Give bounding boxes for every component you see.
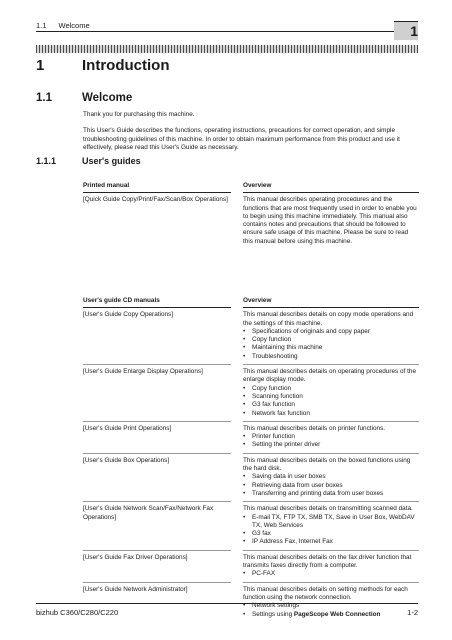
column-gap [231, 182, 243, 193]
manual-overview: This manual describes operating procedures and the functions that are most frequently used in order to enable you to begin using this machine immediately. This manual also contains notes and precautions that should be followed to ensure safe usage of this machine. Please be sure to read this manual before using this machine. [243, 196, 417, 245]
bullet-list [243, 433, 419, 450]
manual-overview [243, 308, 419, 365]
list-item: • Troubleshooting [243, 353, 419, 361]
overview-text: This manual describes details on setting methods for each function using the network connection. [243, 585, 408, 601]
chapter-title [36, 57, 169, 74]
column-gap [231, 550, 243, 582]
list-item: • Scanning function [243, 393, 419, 401]
overview-text: This manual describes details on operating procedures of the enlarge display mode. [243, 368, 417, 384]
overview-text: This manual describes details on the boxed functions using the hard disk. [243, 456, 411, 473]
list-item: • G3 fax [243, 530, 419, 538]
bullet-list [243, 602, 419, 619]
list-item: • E-mail TX, FTP TX, SMB TX, Save in User Box, WebDAV TX, Web Services [243, 514, 419, 531]
chapter-number: 1 [36, 57, 45, 74]
list-item: • IP Address Fax, Internet Fax [243, 538, 419, 546]
overview-text: This manual describes details on transmitting scanned data. [243, 505, 413, 513]
manual-title: [User's Guide Network Scan/Fax/Network Fax Operations] [83, 502, 231, 550]
subsection-number: 1.1.1 [36, 156, 57, 166]
manual-overview [243, 550, 419, 582]
manual-title: [User's Guide Fax Driver Operations] [83, 550, 231, 582]
list-item: • G3 fax function [243, 401, 419, 409]
header-section-title: Welcome [58, 21, 90, 30]
decorative-stripe [36, 45, 418, 53]
list-item: • Network settings [243, 602, 419, 610]
manual-title: [User's Guide Network Administrator] [83, 582, 231, 622]
manual-overview [243, 365, 419, 422]
bullet-list [243, 385, 419, 418]
table-row [83, 502, 419, 550]
table-row [83, 582, 419, 622]
list-item: • Specifications of originals and copy paper [243, 328, 419, 336]
column-gap [231, 453, 243, 501]
bullet-list [243, 570, 419, 578]
table-row [83, 365, 419, 422]
column-gap [231, 502, 243, 550]
column-gap [231, 582, 243, 622]
list-item: • Setting the printer driver [243, 441, 419, 449]
table-row [83, 453, 419, 501]
bullet-list [243, 328, 419, 361]
column-gap [231, 193, 243, 249]
list-item: • Retrieving data from user boxes [243, 482, 419, 490]
table-row [83, 193, 419, 249]
bullet-list [243, 514, 419, 547]
subsection-title-text: User's guides [82, 156, 141, 166]
manual-overview [243, 502, 419, 550]
list-item: • Copy function [243, 385, 419, 393]
overview-header: Overview [243, 182, 419, 193]
subsection-title [36, 156, 141, 166]
manual-title: [User's Guide Copy Operations] [83, 311, 174, 319]
list-item: • Printer function [243, 433, 419, 441]
manual-overview [243, 453, 419, 501]
manual-overview [243, 582, 419, 622]
header-section-number: 1.1 [36, 21, 47, 30]
list-item [243, 611, 419, 619]
header-rule [36, 31, 418, 32]
section-title-text: Welcome [82, 92, 133, 104]
footer-rule [36, 603, 418, 604]
section-title [36, 92, 132, 104]
list-item: • Transferring and printing data from user boxes [243, 490, 419, 498]
footer-page-number: 1-2 [407, 608, 418, 617]
list-item: • Saving data in user boxes [243, 473, 419, 481]
list-item: • Network fax function [243, 410, 419, 418]
bullet-list [243, 473, 419, 498]
bullet-text: Settings using [252, 610, 294, 618]
printed-manual-table [83, 182, 419, 249]
cd-manuals-table [83, 297, 419, 622]
intro-paragraph-2: This User's Guide describes the functions, operating instructions, precautions for correct operation, and simple troubleshooting guidelines of this machine. In order to obtain maximum performance from this product and use it effectively, please read this User's Guide as necessary. [83, 127, 400, 152]
manual-title: [User's Guide Print Operations] [83, 421, 231, 453]
list-item: • PC-FAX [243, 570, 419, 578]
section-number: 1.1 [36, 92, 52, 104]
manual-title: [Quick Guide Copy/Print/Fax/Scan/Box Operations] [83, 196, 228, 204]
overview-text: This manual describes details on the fax driver function that transmits faxes directly from a computer. [243, 553, 412, 570]
footer-product: bizhub C360/C280/C220 [36, 608, 119, 617]
manual-title: [User's Guide Box Operations] [83, 453, 231, 501]
table-row [83, 308, 419, 365]
column-gap [231, 421, 243, 453]
table-row [83, 550, 419, 582]
column-gap [231, 365, 243, 422]
chapter-title-text: Introduction [82, 57, 170, 74]
intro-paragraph-1: Thank you for purchasing this machine. [83, 111, 195, 118]
table-row [83, 421, 419, 453]
pagescope-product-name: PageScope Web Connection [293, 610, 381, 618]
list-item: • Maintaining this machine [243, 344, 419, 352]
manual-title: [User's Guide Enlarge Display Operations] [83, 365, 231, 422]
header-chapter-number: 1 [410, 23, 418, 39]
header-section [36, 21, 90, 30]
manual-overview [243, 421, 419, 453]
list-item: • Copy function [243, 336, 419, 344]
cd-manuals-header: User's guide CD manuals [83, 297, 231, 308]
overview-header: Overview [243, 297, 419, 308]
overview-text: This manual describes details on copy mode operations and the settings of this machine. [243, 311, 414, 327]
column-gap [231, 297, 243, 308]
overview-text: This manual describes details on printer functions. [243, 424, 386, 432]
printed-manual-header: Printed manual [83, 182, 231, 193]
column-gap [231, 308, 243, 365]
